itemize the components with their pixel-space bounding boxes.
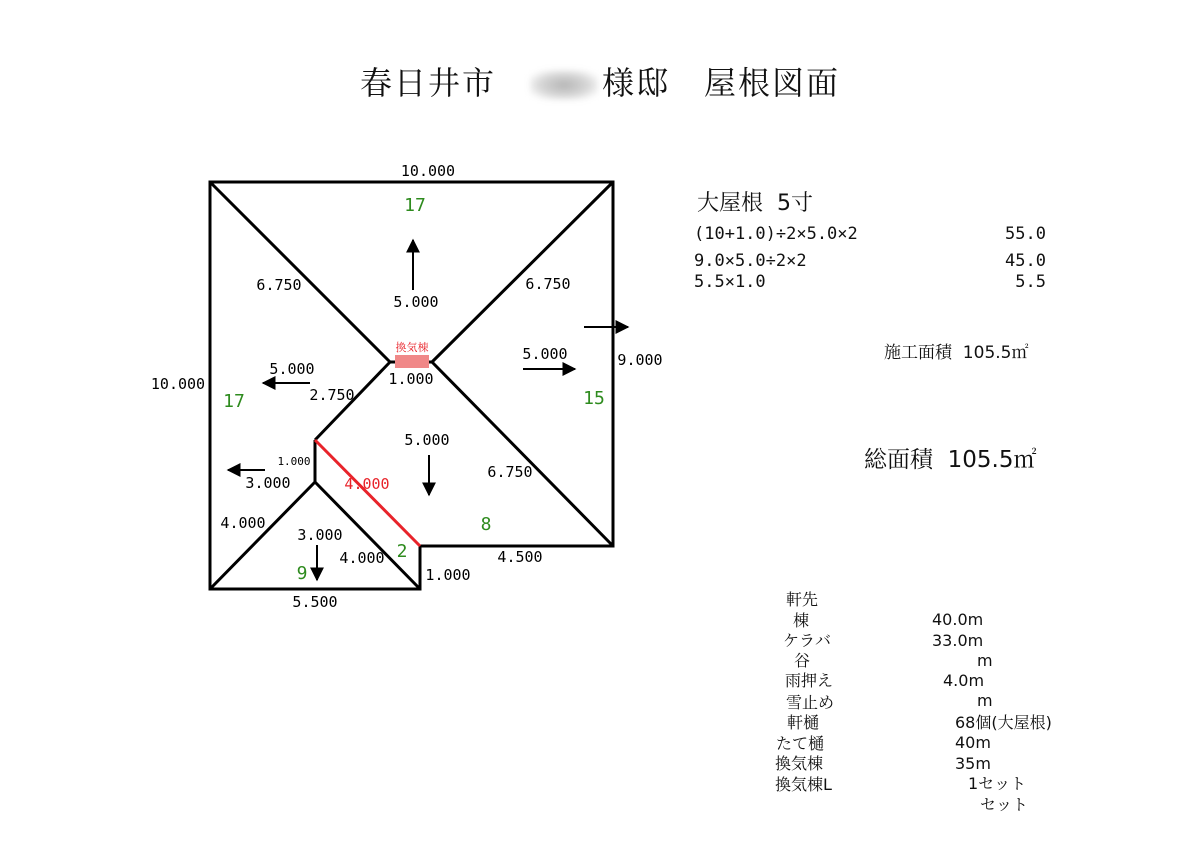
dim-hip-top-right: 6.750 [525,275,571,293]
dim-ridge: 1.000 [388,370,434,388]
dim-slope-top: 5.000 [393,293,439,311]
dim-segment-left-diag: 2.750 [309,386,355,404]
material-name: 換気棟 [775,754,824,773]
calc-value: 55.0 [1005,224,1046,244]
dim-slope-left: 5.000 [269,360,315,378]
vent-ridge-label: 換気棟 [395,341,429,354]
dim-hip-lower-right: 6.750 [487,463,533,481]
material-value: 4.0m [943,671,985,690]
calc-row [694,251,1046,271]
material-name: 軒先 [786,590,819,609]
calc-row [694,272,1046,292]
title-document: 屋根図面 [704,64,841,102]
dim-notch-vertical: 1.000 [425,566,471,584]
calc-heading: 大屋根 5寸 [697,191,813,216]
material-name: 棟 [793,611,810,630]
material-value: 33.0m [932,631,984,650]
material-name: 雪止め [786,693,835,712]
title-city: 春日井市 [359,64,496,102]
face-number-right: 15 [583,388,605,409]
face-number-lower-right: 8 [480,514,492,535]
hip-line-top-right [432,182,613,362]
dim-lower-left-side: 4.000 [220,514,266,532]
dim-right: 9.000 [617,351,663,369]
material-name: 軒樋 [787,713,820,732]
face-number-left: 17 [223,391,245,412]
dim-bottom: 5.500 [292,593,338,611]
material-name: たて樋 [776,734,825,753]
material-value: 35m [955,754,991,773]
dim-slope-right: 5.000 [522,345,568,363]
material-value: 40.0m [932,610,984,629]
dim-left: 10.000 [150,375,206,393]
material-value: 68個(大屋根) [955,713,1052,732]
dim-slope-center: 5.000 [404,431,450,449]
construction-area: 施工面積 105.5㎡ [884,343,1029,363]
material-name: ケラバ [783,631,832,650]
title-suffix: 様邸 [601,64,670,102]
material-value: セット [980,795,1029,814]
dim-valley: 4.000 [344,475,390,493]
vent-ridge-marker [395,355,429,368]
material-value: 1セット [968,774,1027,793]
face-number-small: 9 [296,563,308,584]
face-number-top: 17 [404,195,426,216]
calc-formula: (10+1.0)÷2×5.0×2 [694,224,858,244]
calc-row [694,224,1046,244]
material-value: m [977,651,993,670]
face-number-valley: 2 [396,541,408,562]
dim-top: 10.000 [400,162,456,180]
hip-line-top-left [210,182,390,362]
material-name: 谷 [794,651,811,670]
material-value: m [977,691,993,710]
material-value: 40m [955,733,991,752]
dim-small-hip: 4.000 [339,549,385,567]
calc-value: 45.0 [1005,251,1046,271]
material-name: 換気棟L [775,775,832,794]
calc-formula: 5.5×1.0 [694,272,766,292]
dim-lower-right-eave: 4.500 [497,548,543,566]
dim-hip-top-left: 6.750 [256,276,302,294]
calc-value: 5.5 [1015,272,1046,292]
dim-slope-small-bottom: 3.000 [297,526,343,544]
calc-formula: 9.0×5.0÷2×2 [694,251,807,271]
dim-notch: 1.000 [277,455,311,468]
total-area: 総面積 105.5㎡ [864,447,1037,473]
material-name: 雨押え [785,671,834,690]
dim-slope-small-left: 3.000 [245,474,291,492]
